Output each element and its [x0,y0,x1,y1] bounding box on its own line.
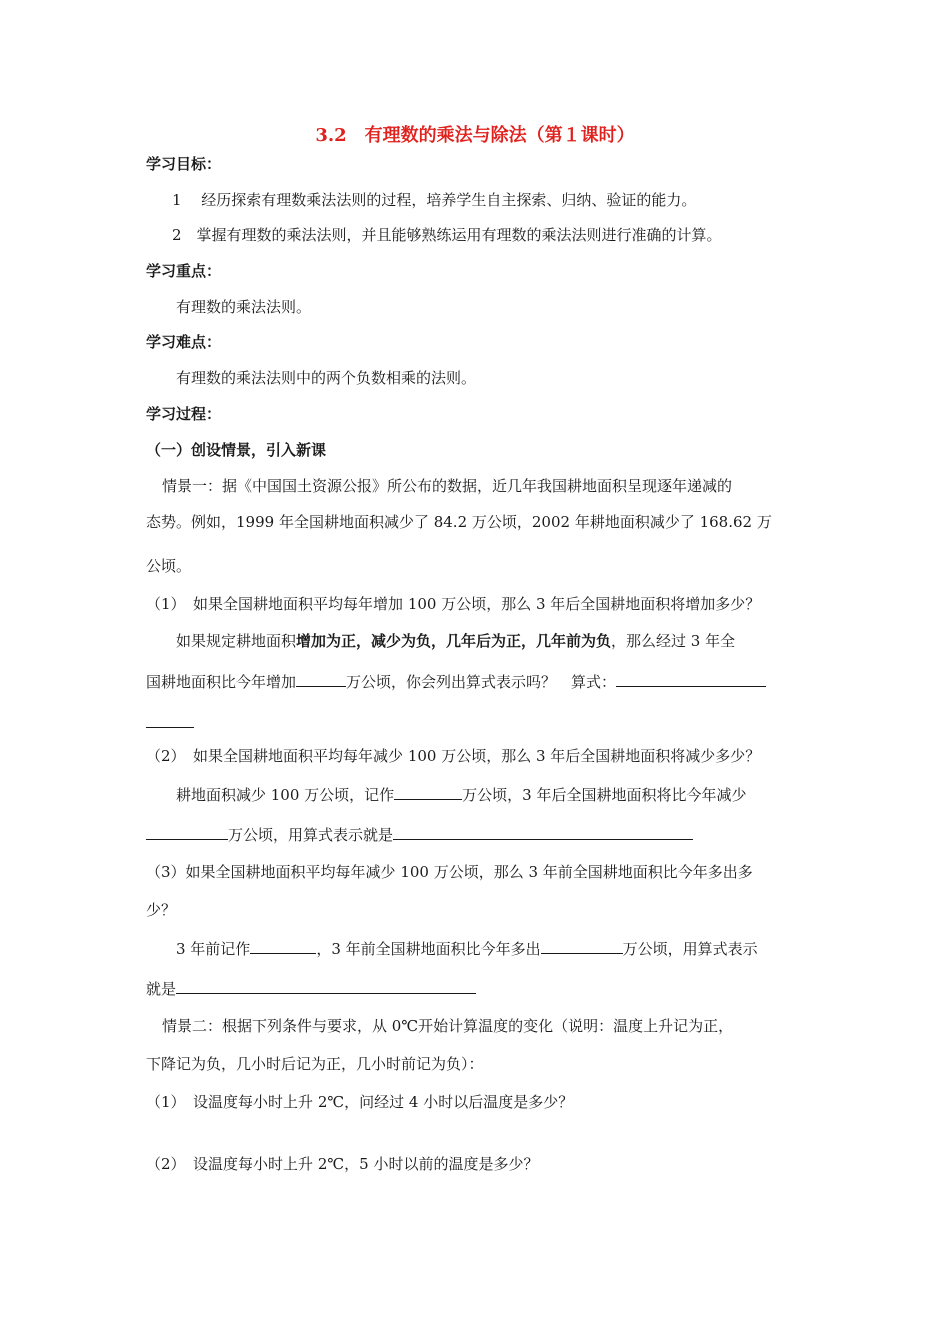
formula-blank[interactable] [176,978,476,994]
question-1-fill-b: 万公顷，你会列出算式表示吗？ 算式： [346,673,617,691]
question-3-line-2: 少？ [146,901,177,919]
question-3-fill-d: 就是 [146,980,177,998]
question-1-rule-post: ，那么经过 3 年全 [611,632,736,650]
key-point-heading: 学习重点： [146,262,222,280]
goals-heading: 学习目标： [146,155,222,173]
formula-blank-continued[interactable] [146,727,194,728]
goal-item-1: 1 经历探索有理数乘法法则的过程，培养学生自主探索、归纳、验证的能力。 [172,191,697,209]
scenario-1-line-2: 态势。例如，1999 年全国耕地面积减少了 84.2 万公顷，2002 年耕地面积减少了 168.62 万 [146,513,772,531]
scenario-1-line-1: 情景一：据《中国国土资源公报》所公布的数据，近几年我国耕地面积呈现逐年递减的 [162,477,733,495]
question-3-line-1: （3）如果全国耕地面积平均每年减少 100 万公顷，那么 3 年前全国耕地面积比今年多出多 [146,863,753,881]
formula-blank[interactable] [393,824,693,840]
answer-blank[interactable] [541,938,623,954]
scenario-1-line-3: 公顷。 [146,557,192,575]
question-2: （2） 如果全国耕地面积平均每年减少 100 万公顷，那么 3 年后全国耕地面积将减少多少？ [146,747,761,765]
question-3-fill-c: 万公顷，用算式表示 [622,940,758,958]
question-3-fill-2 [146,978,476,999]
scenario-2-line-1: 情景二：根据下列条件与要求，从 0℃开始计算温度的变化（说明：温度上升记为正， [162,1017,734,1035]
question-1-rule-bold: 增加为正，减少为负，几年后为正，几年前为负 [296,632,612,650]
scenario-2-line-2: 下降记为负，几小时后记为正，几小时前记为负）： [146,1055,484,1073]
question-3-fill-1 [176,938,758,959]
goal-item-2: 2 掌握有理数的乘法法则，并且能够熟练运用有理数的乘法法则进行准确的计算。 [172,226,722,244]
process-heading: 学习过程： [146,405,222,423]
answer-blank[interactable] [296,671,346,687]
section-1-heading: （一）创设情景，引入新课 [146,441,327,459]
question-2-fill-b: 万公顷，3 年后全国耕地面积将比今年减少 [462,786,747,804]
question-2-fill-1 [176,784,747,805]
question-1-fill [146,671,766,692]
scenario-2-question-1: （1） 设温度每小时上升 2℃，问经过 4 小时以后温度是多少？ [146,1093,574,1111]
page-title: 3.2 有理数的乘法与除法（第１课时） [315,125,635,146]
difficulty-text: 有理数的乘法法则中的两个负数相乘的法则。 [176,369,477,387]
formula-blank[interactable] [616,671,766,687]
key-point-text: 有理数的乘法法则。 [176,298,312,316]
question-3-fill-b: ，3 年前全国耕地面积比今年多出 [316,940,541,958]
answer-blank[interactable] [394,784,462,800]
question-2-fill-c: 万公顷，用算式表示就是 [228,826,394,844]
question-1: （1） 如果全国耕地面积平均每年增加 100 万公顷，那么 3 年后全国耕地面积将增加多少？ [146,595,761,613]
scenario-2-question-2: （2） 设温度每小时上升 2℃，5 小时以前的温度是多少？ [146,1155,539,1173]
question-2-fill-2 [146,824,693,845]
question-2-fill-a: 耕地面积减少 100 万公顷，记作 [176,786,395,804]
question-1-rule-pre: 如果规定耕地面积 [176,632,297,650]
difficulty-heading: 学习难点： [146,333,222,351]
answer-blank[interactable] [146,824,228,840]
answer-blank[interactable] [250,938,316,954]
question-3-fill-a: 3 年前记作 [176,940,251,958]
question-1-rule [176,631,735,651]
question-1-fill-a: 国耕地面积比今年增加 [146,673,297,691]
